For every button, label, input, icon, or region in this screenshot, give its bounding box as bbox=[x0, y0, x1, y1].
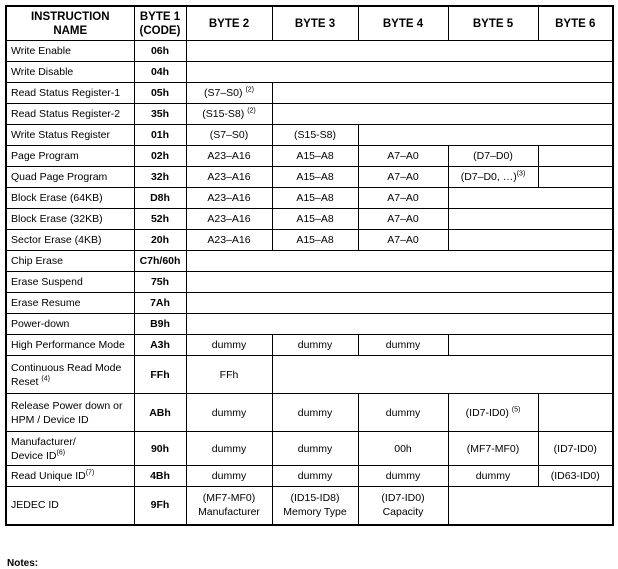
instruction-code: 90h bbox=[134, 432, 186, 466]
instruction-code: 06h bbox=[134, 41, 186, 62]
byte2-cell: dummy bbox=[186, 466, 272, 487]
byte2-cell: FFh bbox=[186, 356, 272, 394]
empty-cell bbox=[448, 209, 613, 230]
byte5-cell: dummy bbox=[448, 466, 538, 487]
byte2-cell: (MF7-MF0) Manufacturer bbox=[186, 487, 272, 525]
instruction-name: Read Unique ID$^{(7)}$ bbox=[6, 466, 134, 487]
byte4-cell: A7–A0 bbox=[358, 167, 448, 188]
empty-cell bbox=[186, 62, 613, 83]
instruction-name: Block Erase (32KB) bbox=[6, 209, 134, 230]
instruction-code: 20h bbox=[134, 230, 186, 251]
byte2-cell: A23–A16 bbox=[186, 167, 272, 188]
table-row bbox=[6, 146, 613, 167]
byte3-cell: dummy bbox=[272, 394, 358, 432]
header-byte5: BYTE 5 bbox=[448, 6, 538, 41]
instruction-name: Sector Erase (4KB) bbox=[6, 230, 134, 251]
footnote-ref: (6) bbox=[56, 449, 66, 456]
empty-cell bbox=[186, 41, 613, 62]
footnote-ref: (7) bbox=[85, 469, 95, 477]
byte3-cell: dummy bbox=[272, 466, 358, 487]
byte6-cell: (ID7-ID0) bbox=[538, 432, 613, 466]
instruction-name: Write Status Register bbox=[6, 125, 134, 146]
empty-cell bbox=[448, 230, 613, 251]
table-row bbox=[6, 251, 613, 272]
byte4-cell: A7–A0 bbox=[358, 209, 448, 230]
footnote-ref: (2) bbox=[247, 107, 256, 115]
instruction-name: JEDEC ID bbox=[6, 487, 134, 525]
instruction-code: D8h bbox=[134, 188, 186, 209]
byte4-cell: A7–A0 bbox=[358, 146, 448, 167]
empty-cell bbox=[358, 125, 613, 146]
byte4-cell: dummy bbox=[358, 335, 448, 356]
notes-label: Notes: bbox=[7, 558, 39, 569]
instruction-code: 7Ah bbox=[134, 293, 186, 314]
empty-cell bbox=[448, 188, 613, 209]
table-row bbox=[6, 356, 613, 394]
byte3-cell: dummy bbox=[272, 432, 358, 466]
byte5-cell: (D7–D0) bbox=[448, 146, 538, 167]
instruction-code: 52h bbox=[134, 209, 186, 230]
instruction-code: 4Bh bbox=[134, 466, 186, 487]
table-row bbox=[6, 487, 613, 525]
table-row bbox=[6, 314, 613, 335]
instruction-name: Read Status Register-2 bbox=[6, 104, 134, 125]
instruction-code: 01h bbox=[134, 125, 186, 146]
instruction-code: 04h bbox=[134, 62, 186, 83]
instruction-name: Write Enable bbox=[6, 41, 134, 62]
byte2-cell: A23–A16 bbox=[186, 209, 272, 230]
empty-cell bbox=[186, 251, 613, 272]
table-row bbox=[6, 41, 613, 62]
empty-cell bbox=[186, 293, 613, 314]
byte2-cell: (S15-S8) $^{(2)}$ bbox=[186, 104, 272, 125]
empty-cell bbox=[272, 83, 613, 104]
instruction-code: 02h bbox=[134, 146, 186, 167]
empty-cell bbox=[538, 146, 613, 167]
byte3-cell: A15–A8 bbox=[272, 146, 358, 167]
instruction-code: C7h/60h bbox=[134, 251, 186, 272]
instruction-name: Chip Erase bbox=[6, 251, 134, 272]
table-row bbox=[6, 62, 613, 83]
byte2-cell: A23–A16 bbox=[186, 188, 272, 209]
instruction-name: Block Erase (64KB) bbox=[6, 188, 134, 209]
table-row bbox=[6, 125, 613, 146]
empty-cell bbox=[186, 314, 613, 335]
byte4-cell: A7–A0 bbox=[358, 188, 448, 209]
byte4-cell: dummy bbox=[358, 394, 448, 432]
byte2-cell: (S7–S0) $^{(2)}$ bbox=[186, 83, 272, 104]
instruction-name: Quad Page Program bbox=[6, 167, 134, 188]
byte4-cell: A7–A0 bbox=[358, 230, 448, 251]
byte2-cell: A23–A16 bbox=[186, 146, 272, 167]
table-row bbox=[6, 335, 613, 356]
instruction-name: Manufacturer/ Device ID$^{(6)}$ bbox=[6, 432, 134, 466]
byte4-cell: dummy bbox=[358, 466, 448, 487]
byte5-cell: (ID7-ID0) $^{(5)}$ bbox=[448, 394, 538, 432]
table-row bbox=[6, 466, 613, 487]
byte3-cell: (ID15-ID8) Memory Type bbox=[272, 487, 358, 525]
footnote-ref: (5) bbox=[511, 406, 521, 413]
byte3-cell: A15–A8 bbox=[272, 188, 358, 209]
header-instruction-name: INSTRUCTION NAME bbox=[6, 6, 134, 41]
instruction-code: A3h bbox=[134, 335, 186, 356]
footnote-ref: (2) bbox=[245, 86, 254, 94]
byte2-cell: dummy bbox=[186, 394, 272, 432]
byte2-cell: dummy bbox=[186, 432, 272, 466]
header-row bbox=[6, 6, 613, 41]
instruction-code: 35h bbox=[134, 104, 186, 125]
footnote-ref: (3) bbox=[516, 170, 526, 178]
footnote-ref: (4) bbox=[41, 375, 50, 382]
instruction-code: FFh bbox=[134, 356, 186, 394]
header-byte2: BYTE 2 bbox=[186, 6, 272, 41]
table-row bbox=[6, 209, 613, 230]
byte3-cell: A15–A8 bbox=[272, 230, 358, 251]
table-row bbox=[6, 394, 613, 432]
table-row bbox=[6, 272, 613, 293]
table-row bbox=[6, 432, 613, 466]
header-byte6: BYTE 6 bbox=[538, 6, 613, 41]
byte5-cell: (MF7-MF0) bbox=[448, 432, 538, 466]
table-row bbox=[6, 293, 613, 314]
instruction-name: Erase Resume bbox=[6, 293, 134, 314]
header-byte1: BYTE 1 (CODE) bbox=[134, 6, 186, 41]
byte3-cell: dummy bbox=[272, 335, 358, 356]
table-row bbox=[6, 230, 613, 251]
instruction-name: Page Program bbox=[6, 146, 134, 167]
header-byte3: BYTE 3 bbox=[272, 6, 358, 41]
empty-cell bbox=[538, 167, 613, 188]
byte3-cell: A15–A8 bbox=[272, 167, 358, 188]
instruction-name: Read Status Register-1 bbox=[6, 83, 134, 104]
byte5-cell: (D7–D0, …)$^{(3)}$ bbox=[448, 167, 538, 188]
byte2-cell: (S7–S0) bbox=[186, 125, 272, 146]
table-row bbox=[6, 167, 613, 188]
byte4-cell: 00h bbox=[358, 432, 448, 466]
byte4-cell: (ID7-ID0) Capacity bbox=[358, 487, 448, 525]
table-row bbox=[6, 188, 613, 209]
byte2-cell: dummy bbox=[186, 335, 272, 356]
empty-cell bbox=[448, 335, 613, 356]
table-row bbox=[6, 83, 613, 104]
byte2-cell: A23–A16 bbox=[186, 230, 272, 251]
instruction-name: Continuous Read Mode Reset $^{(4)}$ bbox=[6, 356, 134, 394]
byte3-cell: (S15-S8) bbox=[272, 125, 358, 146]
empty-cell bbox=[272, 104, 613, 125]
byte3-cell: A15–A8 bbox=[272, 209, 358, 230]
instruction-code: 05h bbox=[134, 83, 186, 104]
instruction-name: Power-down bbox=[6, 314, 134, 335]
empty-cell bbox=[448, 487, 613, 525]
empty-cell bbox=[538, 394, 613, 432]
instruction-name: Write Disable bbox=[6, 62, 134, 83]
instruction-code: 9Fh bbox=[134, 487, 186, 525]
instruction-code: 32h bbox=[134, 167, 186, 188]
instruction-set-table bbox=[5, 5, 614, 526]
instruction-name: Release Power down or HPM / Device ID bbox=[6, 394, 134, 432]
instruction-name: High Performance Mode bbox=[6, 335, 134, 356]
instruction-name: Erase Suspend bbox=[6, 272, 134, 293]
byte6-cell: (ID63-ID0) bbox=[538, 466, 613, 487]
empty-cell bbox=[186, 272, 613, 293]
instruction-code: B9h bbox=[134, 314, 186, 335]
header-byte4: BYTE 4 bbox=[358, 6, 448, 41]
instruction-code: 75h bbox=[134, 272, 186, 293]
table-row bbox=[6, 104, 613, 125]
empty-cell bbox=[272, 356, 613, 394]
instruction-code: ABh bbox=[134, 394, 186, 432]
